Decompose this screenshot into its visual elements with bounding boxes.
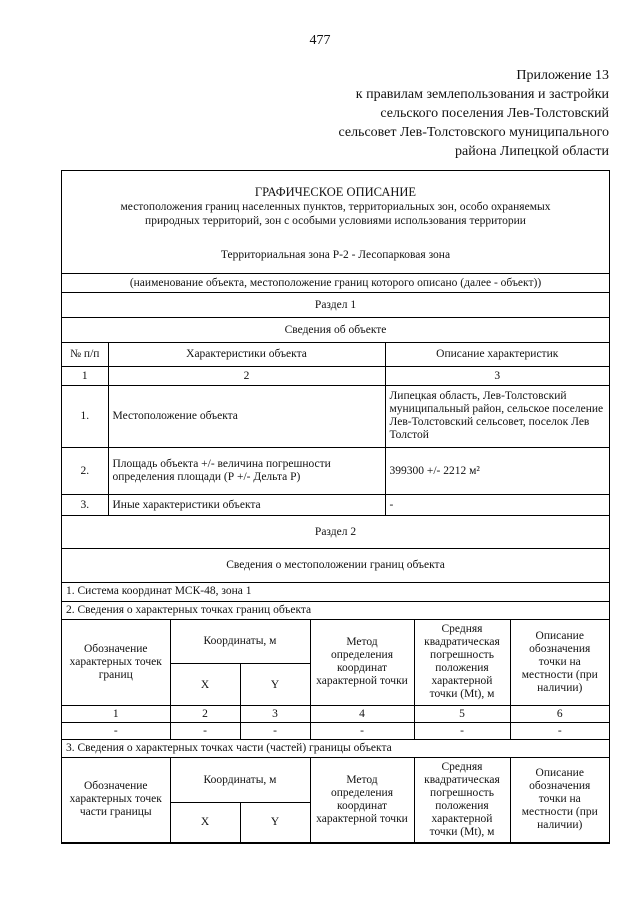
column-header: Обозначение характерных точек части границы <box>62 758 170 842</box>
object-info-table <box>62 343 609 516</box>
appendix-line: сельсовет Лев-Толстовского муниципального <box>338 125 609 140</box>
form-header <box>62 171 609 274</box>
form-subtitle: местоположения границ населенных пунктов, территориальных зон, особо охраняемых <box>120 201 551 213</box>
table-cell: - <box>62 723 170 740</box>
section1-title: Раздел 1 <box>62 293 609 318</box>
column-number: 2 <box>170 706 240 723</box>
column-number: 1 <box>62 706 170 723</box>
zone-note: (наименование объекта, местоположение границ которого описано (далее - объект)) <box>62 274 609 293</box>
table-header-row <box>62 620 609 664</box>
table-cell: - <box>310 723 414 740</box>
section2-title: Раздел 2 <box>62 516 609 549</box>
table-cell: - <box>240 723 310 740</box>
points-title: 2. Сведения о характерных точках границ объекта <box>62 602 609 620</box>
column-header: Описание характеристик <box>385 343 609 366</box>
coordinate-system: 1. Система координат МСК-48, зона 1 <box>62 583 609 602</box>
appendix-line: Приложение 13 <box>516 68 609 83</box>
column-number: 5 <box>414 706 510 723</box>
column-header: Y <box>240 802 310 842</box>
appendix-line: сельского поселения Лев-Толстовский <box>380 106 609 121</box>
graphic-description-form <box>61 170 610 844</box>
column-header: Характеристики объекта <box>108 343 385 366</box>
column-header: Метод определения координат характерной точки <box>310 620 414 706</box>
column-header: № п/п <box>62 343 108 366</box>
section2-subtitle: Сведения о местоположении границ объекта <box>62 549 609 583</box>
column-header: X <box>170 802 240 842</box>
column-number: 4 <box>310 706 414 723</box>
table-cell: - <box>414 723 510 740</box>
table-cell: - <box>510 723 609 740</box>
appendix-line: района Липецкой области <box>455 144 609 159</box>
column-header: Координаты, м <box>170 620 310 664</box>
row-name: Площадь объекта +/- величина погрешности определения площади (Р +/- Дельта Р) <box>108 447 385 494</box>
row-name: Иные характеристики объекта <box>108 494 385 515</box>
column-header: Описание обозначения точки на местности (при наличии) <box>510 758 609 842</box>
appendix-line: к правилам землепользования и застройки <box>355 87 609 102</box>
column-header: Координаты, м <box>170 758 310 802</box>
table-row <box>62 723 609 740</box>
boundary-points-table <box>62 620 609 741</box>
column-number: 6 <box>510 706 609 723</box>
column-number: 1 <box>62 366 108 385</box>
row-value: Липецкая область, Лев-Толстовский муниципальный район, сельское поселение Лев-Толстовский сельсовет, поселок Лев Толстой <box>385 385 609 447</box>
column-number: 3 <box>240 706 310 723</box>
boundary-parts-table <box>62 758 609 843</box>
form-title: ГРАФИЧЕСКОЕ ОПИСАНИЕ <box>254 185 417 199</box>
table-header-row <box>62 758 609 802</box>
table-row <box>62 447 609 494</box>
column-number-row <box>62 706 609 723</box>
row-number: 2. <box>62 447 108 494</box>
page-number: 477 <box>309 33 331 48</box>
row-value: 399300 +/- 2212 м² <box>385 447 609 494</box>
appendix-note <box>338 66 609 161</box>
zone-name: Территориальная зона Р-2 - Лесопарковая зона <box>220 249 451 261</box>
column-header: Средняя квадратическая погрешность положения характерной точки (Mt), м <box>414 758 510 842</box>
parts-title: 3. Сведения о характерных точках части (частей) границы объекта <box>62 740 609 758</box>
row-number: 1. <box>62 385 108 447</box>
table-row <box>62 494 609 515</box>
column-header: Средняя квадратическая погрешность положения характерной точки (Mt), м <box>414 620 510 706</box>
column-header: Описание обозначения точки на местности (при наличии) <box>510 620 609 706</box>
table-header-row <box>62 343 609 366</box>
section1-subtitle: Сведения об объекте <box>62 318 609 343</box>
table-cell: - <box>170 723 240 740</box>
row-name: Местоположение объекта <box>108 385 385 447</box>
column-number: 3 <box>385 366 609 385</box>
column-header: Метод определения координат характерной точки <box>310 758 414 842</box>
row-number: 3. <box>62 494 108 515</box>
column-header: X <box>170 664 240 706</box>
column-number-row <box>62 366 609 385</box>
form-subtitle: природных территорий, зон с особыми условиями использования территории <box>145 215 526 227</box>
row-value: - <box>385 494 609 515</box>
table-row <box>62 385 609 447</box>
column-number: 2 <box>108 366 385 385</box>
column-header: Y <box>240 664 310 706</box>
column-header: Обозначение характерных точек границ <box>62 620 170 706</box>
